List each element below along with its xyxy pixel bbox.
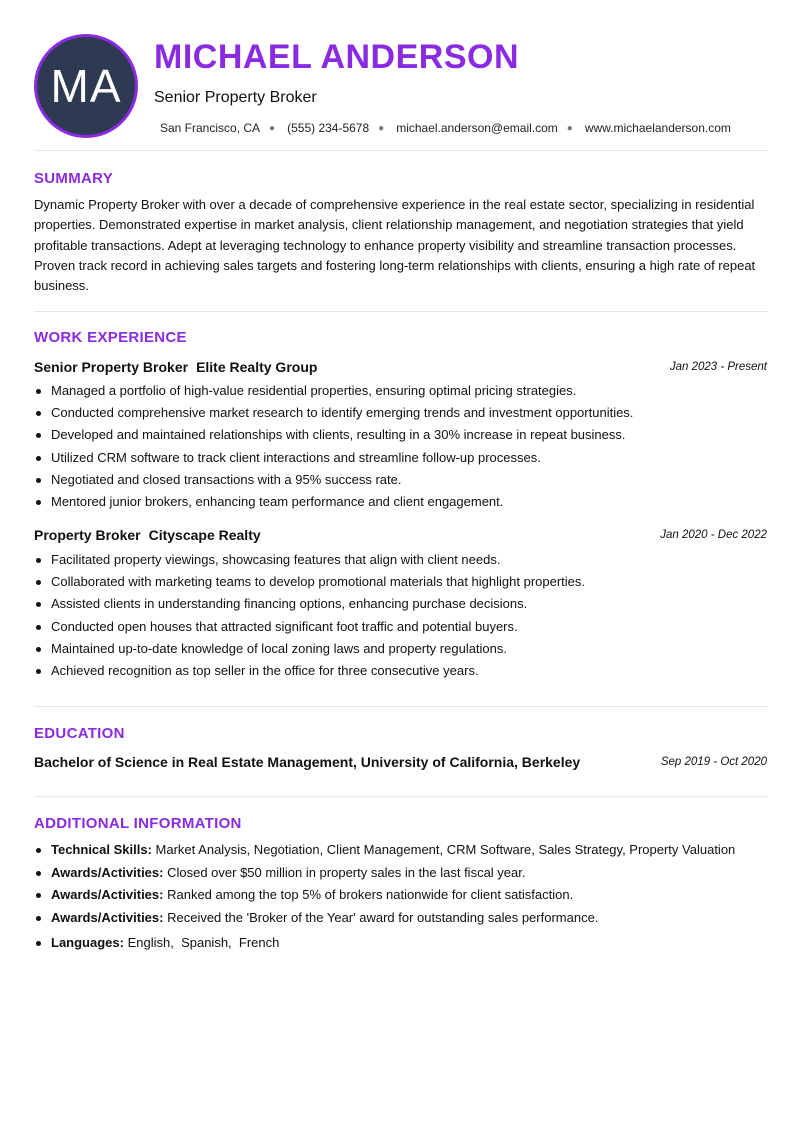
job-bullet-list	[34, 549, 767, 682]
list-item	[34, 862, 767, 885]
job-title-line	[34, 359, 317, 375]
info-text: Received the 'Broker of the Year' award for outstanding sales performance.	[167, 909, 599, 925]
list-item: Developed and maintained relationships with clients, resulting in a 30% increase in repeat business.	[34, 424, 767, 446]
job-role: Senior Property Broker	[34, 359, 189, 375]
summary-text: Dynamic Property Broker with over a decade of comprehensive experience in the real estate sector, specializing in residential properties. Demonstrated expertise in market analysis, client relationship management, and negotiation strategies that yield profitable transactions. Adept at leveraging technology to enhance property visibility and streamline transaction processes. Proven track record in achieving sales targets and fostering long-term relationships with clients, ensuring a high rate of repeat business.	[34, 197, 756, 294]
additional-info-heading: ADDITIONAL INFORMATION	[34, 815, 242, 832]
contact-location: San Francisco, CA	[160, 121, 261, 135]
job-dates: Jan 2020 - Dec 2022	[660, 529, 767, 541]
info-text: Market Analysis, Negotiation, Client Management, CRM Software, Sales Strategy, Property Valuation	[155, 842, 736, 857]
contact-website[interactable]: www.michaelanderson.com	[584, 121, 731, 135]
job-header	[34, 525, 767, 545]
list-item: Collaborated with marketing teams to develop promotional materials that highlight properties.	[34, 571, 767, 593]
summary-heading: SUMMARY	[34, 170, 114, 187]
list-item: Conducted comprehensive market research to identify emerging trends and investment opportunities.	[34, 402, 767, 424]
contact-email[interactable]: michael.anderson@email.com	[396, 121, 558, 135]
job-company: Elite Realty Group	[196, 359, 318, 375]
resume-header	[34, 34, 767, 150]
additional-info-list	[34, 839, 767, 955]
list-item: Managed a portfolio of high-value residential properties, ensuring optimal pricing strategies.	[34, 380, 767, 402]
list-item: Negotiated and closed transactions with a 95% success rate.	[34, 469, 767, 491]
work-experience-heading: WORK EXPERIENCE	[34, 329, 187, 346]
contact-phone: (555) 234-5678	[287, 121, 370, 135]
separator-dot-icon: ●	[566, 122, 573, 134]
list-item: Assisted clients in understanding financing options, enhancing purchase decisions.	[34, 593, 767, 615]
separator-dot-icon: ●	[378, 122, 385, 134]
avatar-initials: MA	[50, 60, 122, 112]
job-bullet-list	[34, 380, 767, 513]
list-item	[34, 932, 767, 955]
contact-line	[160, 121, 731, 135]
job-header	[34, 357, 767, 377]
degree: Bachelor of Science in Real Estate Management, University of California, Berkeley	[34, 754, 581, 770]
candidate-name: MICHAEL ANDERSON	[154, 38, 520, 76]
education-entry	[34, 752, 767, 772]
list-item: Mentored junior brokers, enhancing team performance and client engagement.	[34, 491, 767, 513]
separator-dot-icon: ●	[269, 122, 276, 134]
info-label: Technical Skills:	[51, 842, 152, 857]
list-item: Achieved recognition as top seller in the office for three consecutive years.	[34, 660, 767, 682]
education-heading: EDUCATION	[34, 725, 125, 742]
list-item	[34, 907, 767, 930]
avatar	[34, 34, 138, 138]
info-text: Ranked among the top 5% of brokers nationwide for client satisfaction.	[167, 887, 574, 903]
list-item: Maintained up-to-date knowledge of local zoning laws and property regulations.	[34, 638, 767, 660]
list-item: Utilized CRM software to track client interactions and streamline follow-up processes.	[34, 447, 767, 469]
list-item	[34, 884, 767, 907]
info-label: Awards/Activities:	[51, 864, 164, 880]
list-item: Facilitated property viewings, showcasing features that align with client needs.	[34, 549, 767, 571]
info-label: Languages:	[51, 935, 124, 951]
job-title-line	[34, 527, 261, 543]
info-text: Closed over $50 million in property sales in the last fiscal year.	[167, 864, 526, 880]
info-label: Awards/Activities:	[51, 909, 164, 925]
divider	[34, 796, 767, 797]
job-role: Property Broker	[34, 527, 141, 543]
list-item: Conducted open houses that attracted significant foot traffic and potential buyers.	[34, 616, 767, 638]
divider	[34, 311, 767, 312]
info-text: English, Spanish, French	[127, 935, 280, 951]
candidate-title: Senior Property Broker	[154, 89, 317, 106]
divider	[34, 150, 767, 151]
list-item	[34, 839, 767, 862]
education-dates: Sep 2019 - Oct 2020	[660, 756, 767, 768]
job-dates: Jan 2023 - Present	[669, 361, 767, 373]
info-label: Awards/Activities:	[51, 887, 164, 903]
job-company: Cityscape Realty	[148, 527, 261, 543]
divider	[34, 706, 767, 707]
